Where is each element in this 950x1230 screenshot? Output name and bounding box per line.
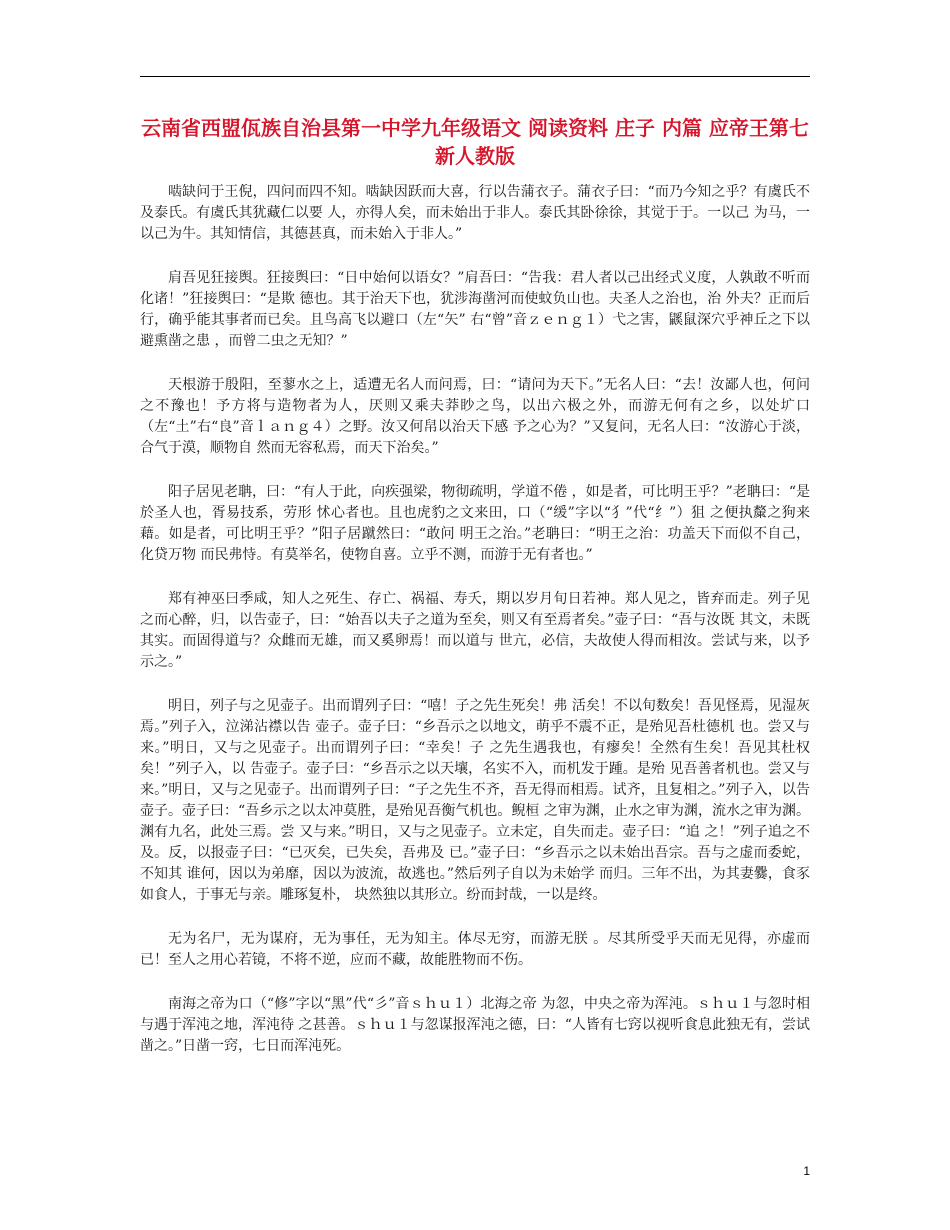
- document-body: [140, 182, 810, 1080]
- paragraph: 南海之帝为口（“修”字以“黑”代“彡”音ｓｈｕ１）北海之帝 为忽，中央之帝为浑沌。ｓｈｕ１与忽时相与遇于浑沌之地，浑沌待 之甚善。ｓｈｕ１与忽谋报浑沌之德，曰：“人皆有七窍以视听食息此独无有，尝试凿之。”日凿一窍，七日而浑沌死。: [140, 996, 810, 1054]
- paragraph: 啮缺问于王倪，四问而四不知。啮缺因跃而大喜，行以告蒲衣子。蒲衣子曰：“而乃今知之乎？有虞氏不及泰氏。有虞氏其犹藏仁以要 人，亦得人矣，而未始出于非人。泰氏其卧徐徐，其觉于于。一以己 为马，一以己为牛。其知情信，其德甚真，而未始入于非人。”: [140, 184, 810, 242]
- paragraph: 阳子居见老聃，曰：“有人于此，向疾强梁，物彻疏明，学道不倦 ，如是者，可比明王乎？”老聃曰：“是於圣人也，胥易技系，劳形 怵心者也。且也虎豹之文来田，口（“缓”字以“犭”代“纟”）狙 之便执斄之狗来藉。如是者，可比明王乎？”阳子居蹴然曰：“敢问 明王之治。”老聃曰：“明王之治：功盖天下而似不自己，化贷万物 而民弗恃。有莫举名，使物自喜。立乎不测，而游于无有者也。”: [140, 484, 810, 563]
- page-number: 1: [803, 1164, 810, 1178]
- paragraph: 郑有神巫曰季咸，知人之死生、存亡、祸福、寿夭，期以岁月旬日若神。郑人见之，皆弃而走。列子见之而心醉，归，以告壶子，曰：“始吾以夫子之道为至矣，则又有至焉者矣。”壶子曰：“吾与汝既 其文，未既其实。而固得道与？众雌而无雄，而又奚卵焉！而以道与 世亢，必信，夫故使人得而相汝。尝试与来，以予示之。”: [140, 591, 810, 670]
- paragraph: 明日，列子与之见壶子。出而谓列子曰：“嘻！子之先生死矣！弗 活矣！不以旬数矣！吾见怪焉，见湿灰焉。”列子入，泣涕沾襟以告 壶子。壶子曰：“乡吾示之以地文，萌乎不震不正，是殆见吾杜德机 也。尝又与来。”明日，又与之见壶子。出而谓列子曰：“幸矣！子 之先生遇我也，有瘳矣！全然有生矣！吾见其杜权矣！”列子入，以 告壶子。壶子曰：“乡吾示之以天壤，名实不入，而机发于踵。是殆 见吾善者机也。尝又与来。”明日，又与之见壶子。出而谓列子曰：“子之先生不齐，吾无得而相焉。试齐，且复相之。”列子入，以告 壶子。壶子曰：“吾乡示之以太冲莫胜，是殆见吾衡气机也。鲵桓 之审为渊，止水之审为渊，流水之审为渊。渊有九名，此处三焉。尝 又与来。”明日，又与之见壶子。立未定，自失而走。壶子曰：“追 之！”列子追之不及。反，以报壶子曰：“已灭矣，已失矣，吾弗及 已。”壶子曰：“乡吾示之以未始出吾宗。吾与之虚而委蛇，不知其 谁何，因以为弟靡，因以为波流，故逃也。”然后列子自以为未始学 而归。三年不出，为其妻爨，食豕如食人，于事无与亲。雕琢复朴， 块然独以其形立。纷而封哉，一以是终。: [140, 698, 810, 903]
- paragraph: 无为名尸，无为谋府，无为事任，无为知主。体尽无穷，而游无朕 。尽其所受乎天而无见得，亦虚而已！至人之用心若镜，不将不逆，应而不藏，故能胜物而不伤。: [140, 931, 810, 968]
- paragraph: 天根游于殷阳，至蓼水之上，适遭无名人而问焉，曰：“请问为天下。”无名人曰：“去！汝鄙人也，何问之不豫也！予方将与造物者为人，厌则又乘夫莽眇之鸟，以出六极之外，而游无何有之乡，以处圹口（左“土”右“良”音ｌａｎｇ４）之野。汝又何帠以治天下感 予之心为？”又复问，无名人曰：“汝游心于淡，合气于漠，顺物自 然而无容私焉，而天下治矣。”: [140, 377, 810, 456]
- paragraph: 肩吾见狂接舆。狂接舆曰：“日中始何以语女？”肩吾曰：“告我：君人者以己出经式义度，人孰敢不听而化诸！”狂接舆曰：“是欺 德也。其于治天下也，犹涉海凿河而使蚊负山也。夫圣人之治也，治 外夫？正而后行，确乎能其事者而已矣。且鸟高飞以避口（左“矢” 右“曾”音ｚｅｎｇ１）弋之害，鼷鼠深穴乎神丘之下以避熏凿之患 ，而曾二虫之无知？”: [140, 270, 810, 349]
- document-title: 云南省西盟佤族自治县第一中学九年级语文 阅读资料 庄子 内篇 应帝王第七 新人教版: [141, 116, 809, 168]
- header-rule: [140, 76, 810, 77]
